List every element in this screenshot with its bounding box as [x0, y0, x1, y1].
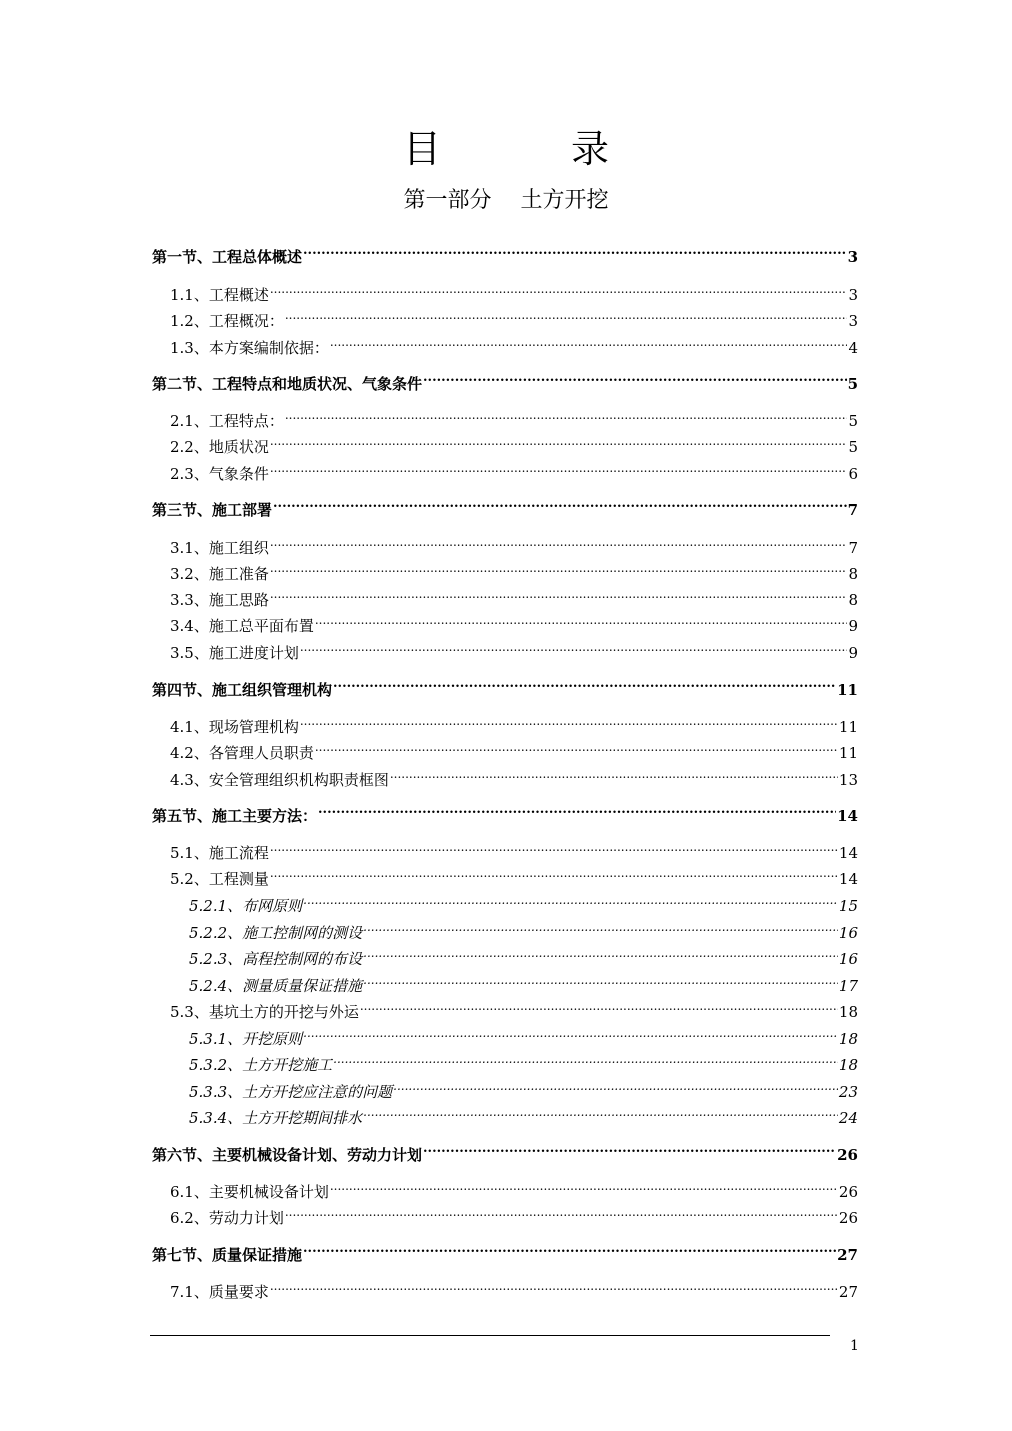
toc-dot-leader — [270, 1275, 838, 1297]
toc-dot-leader — [270, 862, 838, 884]
toc-dot-leader — [300, 710, 838, 732]
toc-entry-label: 1.1、工程概述 — [170, 286, 269, 304]
toc-entry-level-2[interactable] — [170, 1275, 858, 1301]
toc-entry-label: 6.1、主要机械设备计划 — [170, 1183, 329, 1201]
toc-entry-page-number: 17 — [838, 977, 858, 995]
toc-entry-label: 5.2.4、测量质量保证措施 — [189, 977, 363, 995]
toc-entry-page-number: 16 — [838, 950, 858, 968]
toc-entry-page-number: 27 — [837, 1246, 858, 1264]
toc-entry-label: 5.1、施工流程 — [170, 844, 269, 862]
toc-entry-page-number: 3 — [848, 286, 858, 304]
toc-dot-leader — [303, 1238, 836, 1260]
toc-entry-page-number: 26 — [838, 1183, 858, 1201]
toc-entry-label: 4.3、安全管理组织机构职责框图 — [170, 771, 389, 789]
toc-entry-label: 2.1、工程特点： — [170, 412, 284, 430]
toc-entry-level-2[interactable] — [170, 278, 858, 304]
toc-entry-level-3[interactable] — [189, 889, 858, 915]
toc-entry-page-number: 8 — [848, 591, 858, 609]
toc-entry-level-2[interactable] — [170, 404, 858, 430]
toc-dot-leader — [285, 304, 848, 326]
toc-dot-leader — [270, 583, 848, 605]
toc-entry-level-2[interactable] — [170, 557, 858, 583]
toc-entry-level-2[interactable] — [170, 636, 858, 662]
toc-entry-level-2[interactable] — [170, 457, 858, 483]
toc-entry-page-number: 16 — [838, 924, 858, 942]
toc-dot-leader — [333, 1048, 838, 1070]
toc-entry-level-2[interactable] — [170, 304, 858, 330]
toc-dot-leader — [423, 367, 847, 389]
toc-entry-label: 3.1、施工组织 — [170, 539, 269, 557]
toc-dot-leader — [270, 557, 848, 579]
toc-entry-level-3[interactable] — [189, 942, 858, 968]
toc-entry-page-number: 18 — [838, 1056, 858, 1074]
toc-entry-label: 第六节、主要机械设备计划、劳动力计划 — [152, 1146, 423, 1164]
toc-entry-level-2[interactable] — [170, 836, 858, 862]
toc-entry-level-1[interactable] — [152, 240, 858, 266]
toc-dot-leader — [315, 609, 848, 631]
toc-dot-leader — [330, 331, 848, 353]
toc-dot-leader — [270, 531, 848, 553]
toc-entry-level-3[interactable] — [189, 969, 858, 995]
toc-dot-leader — [270, 278, 848, 300]
toc-dot-leader — [270, 836, 838, 858]
toc-dot-leader — [423, 1138, 836, 1160]
toc-dot-leader — [270, 430, 848, 452]
toc-entry-label: 3.4、施工总平面布置 — [170, 617, 314, 635]
toc-entry-label: 3.2、施工准备 — [170, 565, 269, 583]
toc-entry-label: 5.3.2、土方开挖施工 — [189, 1056, 333, 1074]
toc-entry-label: 2.3、气象条件 — [170, 465, 269, 483]
page-title: 目 录 — [402, 127, 655, 171]
toc-entry-label: 第二节、工程特点和地质状况、气象条件 — [152, 375, 423, 393]
toc-dot-leader — [390, 763, 838, 785]
toc-dot-leader — [318, 799, 836, 821]
toc-entry-level-2[interactable] — [170, 710, 858, 736]
toc-entry-label: 5.3.3、土方开挖应注意的问题 — [189, 1083, 393, 1101]
toc-entry-page-number: 3 — [848, 312, 858, 330]
toc-entry-label: 1.2、工程概况： — [170, 312, 284, 330]
toc-entry-page-number: 14 — [837, 807, 858, 825]
toc-entry-page-number: 14 — [838, 870, 858, 888]
toc-entry-label: 4.2、各管理人员职责 — [170, 744, 314, 762]
toc-entry-level-1[interactable] — [152, 367, 858, 393]
toc-entry-page-number: 8 — [848, 565, 858, 583]
toc-entry-label: 3.3、施工思路 — [170, 591, 269, 609]
toc-entry-page-number: 13 — [838, 771, 858, 789]
toc-entry-level-2[interactable] — [170, 1201, 858, 1227]
toc-entry-level-3[interactable] — [189, 1022, 858, 1048]
toc-entry-page-number: 26 — [837, 1146, 858, 1164]
toc-entry-page-number: 15 — [838, 897, 858, 915]
toc-dot-leader — [303, 1022, 838, 1044]
toc-entry-page-number: 3 — [847, 248, 858, 266]
toc-entry-level-1[interactable] — [152, 493, 858, 519]
toc-entry-level-2[interactable] — [170, 531, 858, 557]
toc-entry-page-number: 27 — [838, 1283, 858, 1301]
toc-entry-page-number: 18 — [838, 1030, 858, 1048]
toc-entry-label: 7.1、质量要求 — [170, 1283, 269, 1301]
toc-entry-label: 6.2、劳动力计划 — [170, 1209, 284, 1227]
toc-entry-level-2[interactable] — [170, 1175, 858, 1201]
page-number: 1 — [850, 1338, 859, 1354]
toc-dot-leader — [333, 673, 836, 695]
toc-entry-label: 2.2、地质状况 — [170, 438, 269, 456]
toc-dot-leader — [303, 889, 838, 911]
toc-entry-level-3[interactable] — [189, 1048, 858, 1074]
toc-entry-page-number: 24 — [838, 1109, 858, 1127]
toc-entry-label: 第三节、施工部署 — [152, 501, 273, 519]
toc-entry-level-2[interactable] — [170, 331, 858, 357]
toc-entry-level-2[interactable] — [170, 430, 858, 456]
toc-entry-page-number: 18 — [838, 1003, 858, 1021]
toc-entry-label: 5.2、工程测量 — [170, 870, 269, 888]
toc-entry-page-number: 23 — [838, 1083, 858, 1101]
toc-dot-leader — [315, 736, 838, 758]
toc-entry-page-number: 5 — [847, 375, 858, 393]
toc-entry-page-number: 9 — [848, 617, 858, 635]
toc-entry-level-2[interactable] — [170, 995, 858, 1021]
toc-entry-level-2[interactable] — [170, 862, 858, 888]
toc-entry-label: 5.2.3、高程控制网的布设 — [189, 950, 363, 968]
part-subtitle: 第一部分 土方开挖 — [403, 188, 609, 213]
toc-entry-page-number: 26 — [838, 1209, 858, 1227]
toc-dot-leader — [363, 916, 838, 938]
toc-dot-leader — [273, 493, 847, 515]
toc-entry-page-number: 11 — [838, 744, 858, 762]
toc-entry-page-number: 11 — [838, 718, 858, 736]
toc-entry-label: 1.3、本方案编制依据： — [170, 339, 329, 357]
toc-entry-label: 4.1、现场管理机构 — [170, 718, 299, 736]
toc-entry-level-2[interactable] — [170, 583, 858, 609]
toc-entry-label: 5.2.1、布网原则 — [189, 897, 303, 915]
toc-dot-leader — [363, 942, 838, 964]
toc-entry-label: 第四节、施工组织管理机构 — [152, 681, 333, 699]
toc-entry-page-number: 9 — [848, 644, 858, 662]
toc-dot-leader — [393, 1075, 838, 1097]
toc-entry-label: 第五节、施工主要方法： — [152, 807, 318, 825]
toc-dot-leader — [285, 1201, 838, 1223]
toc-entry-page-number: 11 — [837, 681, 858, 699]
toc-entry-page-number: 5 — [848, 412, 858, 430]
toc-entry-level-3[interactable] — [189, 1101, 858, 1127]
toc-entry-page-number: 7 — [848, 539, 858, 557]
toc-entry-label: 5.3、基坑土方的开挖与外运 — [170, 1003, 359, 1021]
toc-entry-page-number: 7 — [847, 501, 858, 519]
toc-entry-level-1[interactable] — [152, 799, 858, 825]
toc-entry-level-2[interactable] — [170, 736, 858, 762]
toc-entry-level-1[interactable] — [152, 1138, 858, 1164]
toc-entry-label: 3.5、施工进度计划 — [170, 644, 299, 662]
toc-entry-level-1[interactable] — [152, 673, 858, 699]
toc-dot-leader — [285, 404, 848, 426]
toc-entry-level-2[interactable] — [170, 763, 858, 789]
toc-entry-level-3[interactable] — [189, 916, 858, 942]
toc-entry-level-2[interactable] — [170, 609, 858, 635]
toc-entry-label: 5.3.4、土方开挖期间排水 — [189, 1109, 363, 1127]
toc-dot-leader — [303, 240, 847, 262]
toc-entry-page-number: 5 — [848, 438, 858, 456]
toc-dot-leader — [330, 1175, 838, 1197]
toc-dot-leader — [270, 457, 848, 479]
toc-entry-label: 第一节、工程总体概述 — [152, 248, 303, 266]
toc-dot-leader — [300, 636, 848, 658]
toc-entry-label: 5.2.2、施工控制网的测设 — [189, 924, 363, 942]
toc-dot-leader — [363, 1101, 838, 1123]
toc-entry-page-number: 14 — [838, 844, 858, 862]
toc-entry-label: 5.3.1、开挖原则 — [189, 1030, 303, 1048]
toc-entry-page-number: 4 — [848, 339, 858, 357]
toc-dot-leader — [363, 969, 838, 991]
toc-entry-level-3[interactable] — [189, 1075, 858, 1101]
toc-entry-page-number: 6 — [848, 465, 858, 483]
toc-entry-label: 第七节、质量保证措施 — [152, 1246, 303, 1264]
toc-entry-level-1[interactable] — [152, 1238, 858, 1264]
footer-divider — [150, 1335, 830, 1336]
toc-dot-leader — [360, 995, 838, 1017]
